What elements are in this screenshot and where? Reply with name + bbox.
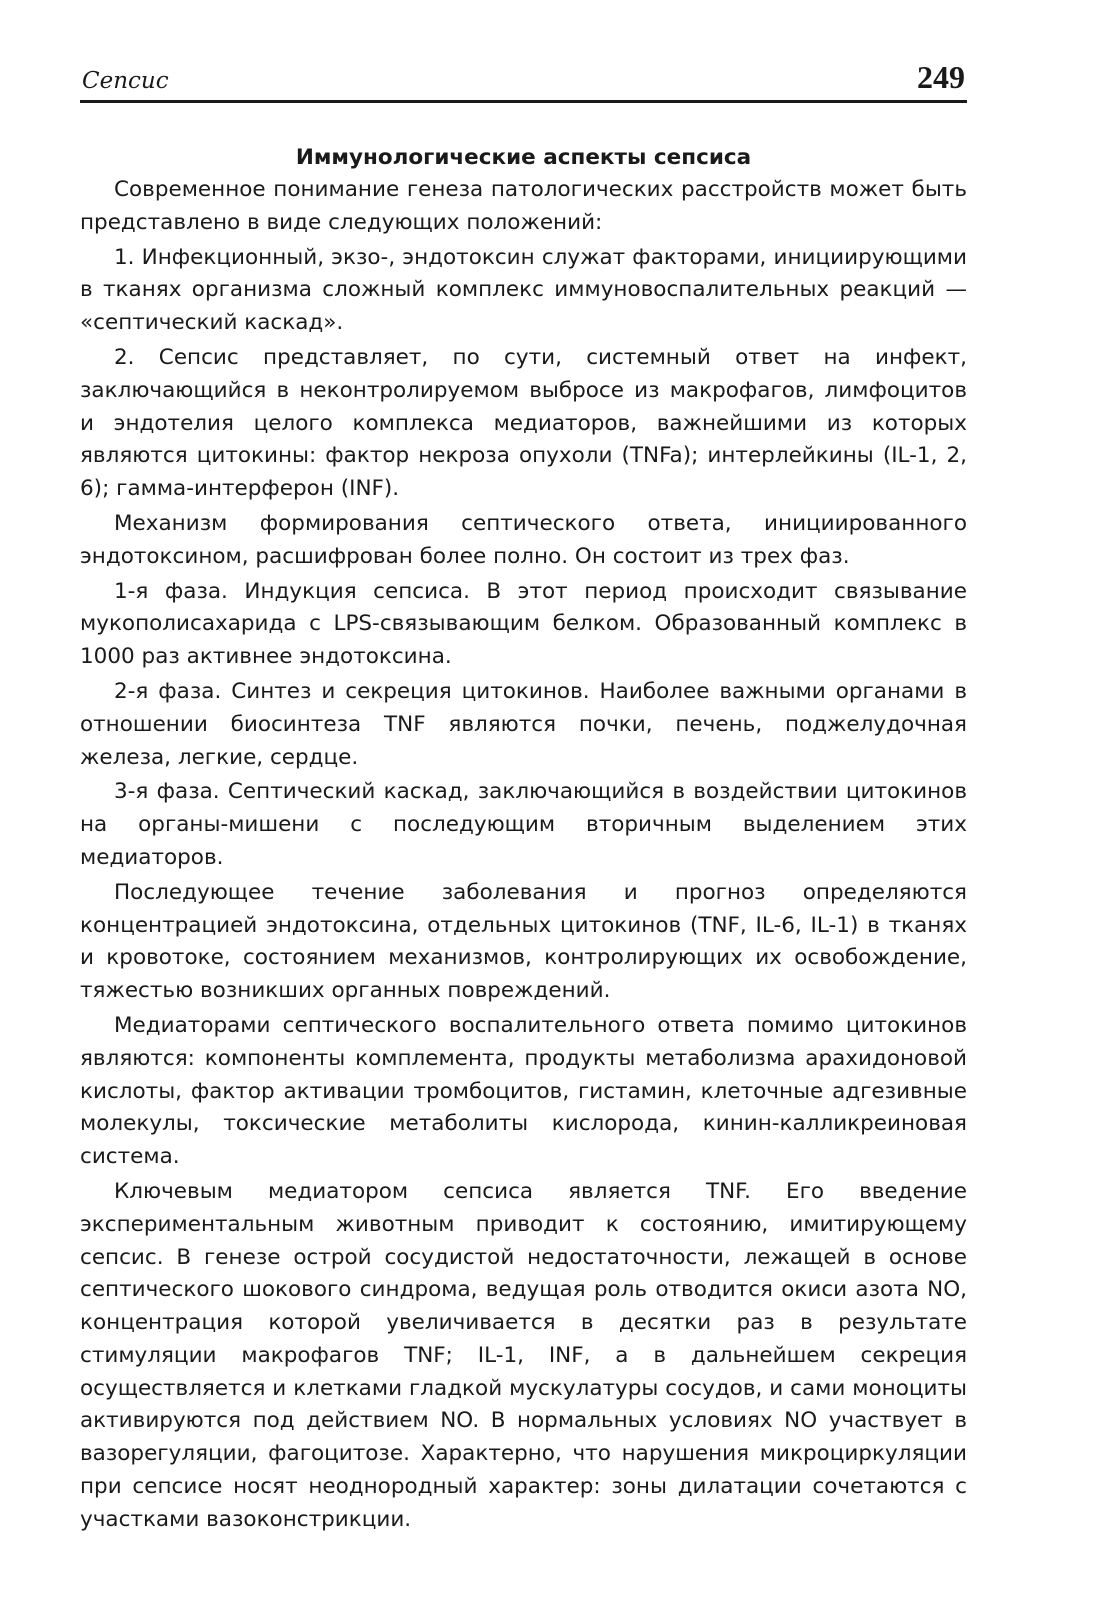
paragraph-point-2: 2. Сепсис представляет, по сути, системный ответ на инфект, заключающийся в неконтролируемом выбросе из макрофагов, лимфоцитов и эндотелия целого комплекса медиаторов, важнейшими из которых являются цитокины: фактор некроза опухоли (TNFa); интерлейкины (IL-1, 2, 6); гамма-интерферон (INF).	[80, 344, 967, 502]
paragraph-tnf: Ключевым медиатором сепсиса является TNF. Его введение экспериментальным животным приводит к состоянию, имитирующему сепсис. В генезе острой сосудистой недостаточности, лежащей в основе септического шокового синдрома, ведущая роль отводится окиси азота NO, концентрация которой увеличивается в десятки раз в результате стимуляции макрофагов TNF; IL-1, INF, а в дальнейшем секреция осуществляется и клетками гладкой мускулатуры сосудов, и сами моноциты активируются под действием NO. В нормальных условиях NO участвует в вазорегуляции, фагоцитозе. Характерно, что нарушения микроциркуляции при сепсисе носят неоднородный характер: зоны дилатации сочетаются с участками вазоконстрикции.	[80, 1178, 967, 1532]
paragraph-phase-2: 2-я фаза. Синтез и секреция цитокинов. Наиболее важными органами в отношении биосинтеза TNF являются почки, печень, поджелудочная железа, легкие, сердце.	[80, 678, 967, 770]
paragraph-intro: Современное понимание генеза патологических расстройств может быть представлено в виде следующих положений:	[80, 177, 967, 235]
paragraph-mechanism: Механизм формирования септического ответа, инициированного эндотоксином, расшифрован более полно. Он состоит из трех фаз.	[80, 510, 967, 569]
running-title: Сепсис	[82, 68, 169, 94]
paragraph-point-1: 1. Инфекционный, экзо-, эндотоксин служат факторами, инициирующими в тканях организма сложный комплекс иммуновоспалительных реакций — «септический каскад».	[80, 244, 967, 336]
section-title: Иммунологические аспекты сепсиса	[295, 145, 752, 170]
page-number: 249	[917, 59, 965, 95]
page-body	[80, 142, 967, 1539]
paragraph-phase-3: 3-я фаза. Септический каскад, заключающийся в воздействии цитокинов на органы-мишени с последующим вторичным выделением этих медиаторов.	[80, 779, 967, 870]
paragraph-phase-1: 1-я фаза. Индукция сепсиса. В этот период происходит связывание мукополисахарида с LPS-связывающим белком. Образованный комплекс в 1000 раз активнее эндотоксина.	[80, 578, 967, 670]
page-header	[80, 58, 967, 103]
paragraph-prognosis: Последующее течение заболевания и прогноз определяются концентрацией эндотоксина, отдельных цитокинов (TNF, IL-6, IL-1) в тканях и кровотоке, состоянием механизмов, контролирующих их освобождение, тяжестью возникших органных повреждений.	[80, 879, 967, 1004]
paragraph-mediators: Медиаторами септического воспалительного ответа помимо цитокинов являются: компоненты комплемента, продукты метаболизма арахидоновой кислоты, фактор активации тромбоцитов, гистамин, клеточные адгезивные молекулы, токсические метаболиты кислорода, кинин-калликреиновая система.	[80, 1012, 967, 1170]
